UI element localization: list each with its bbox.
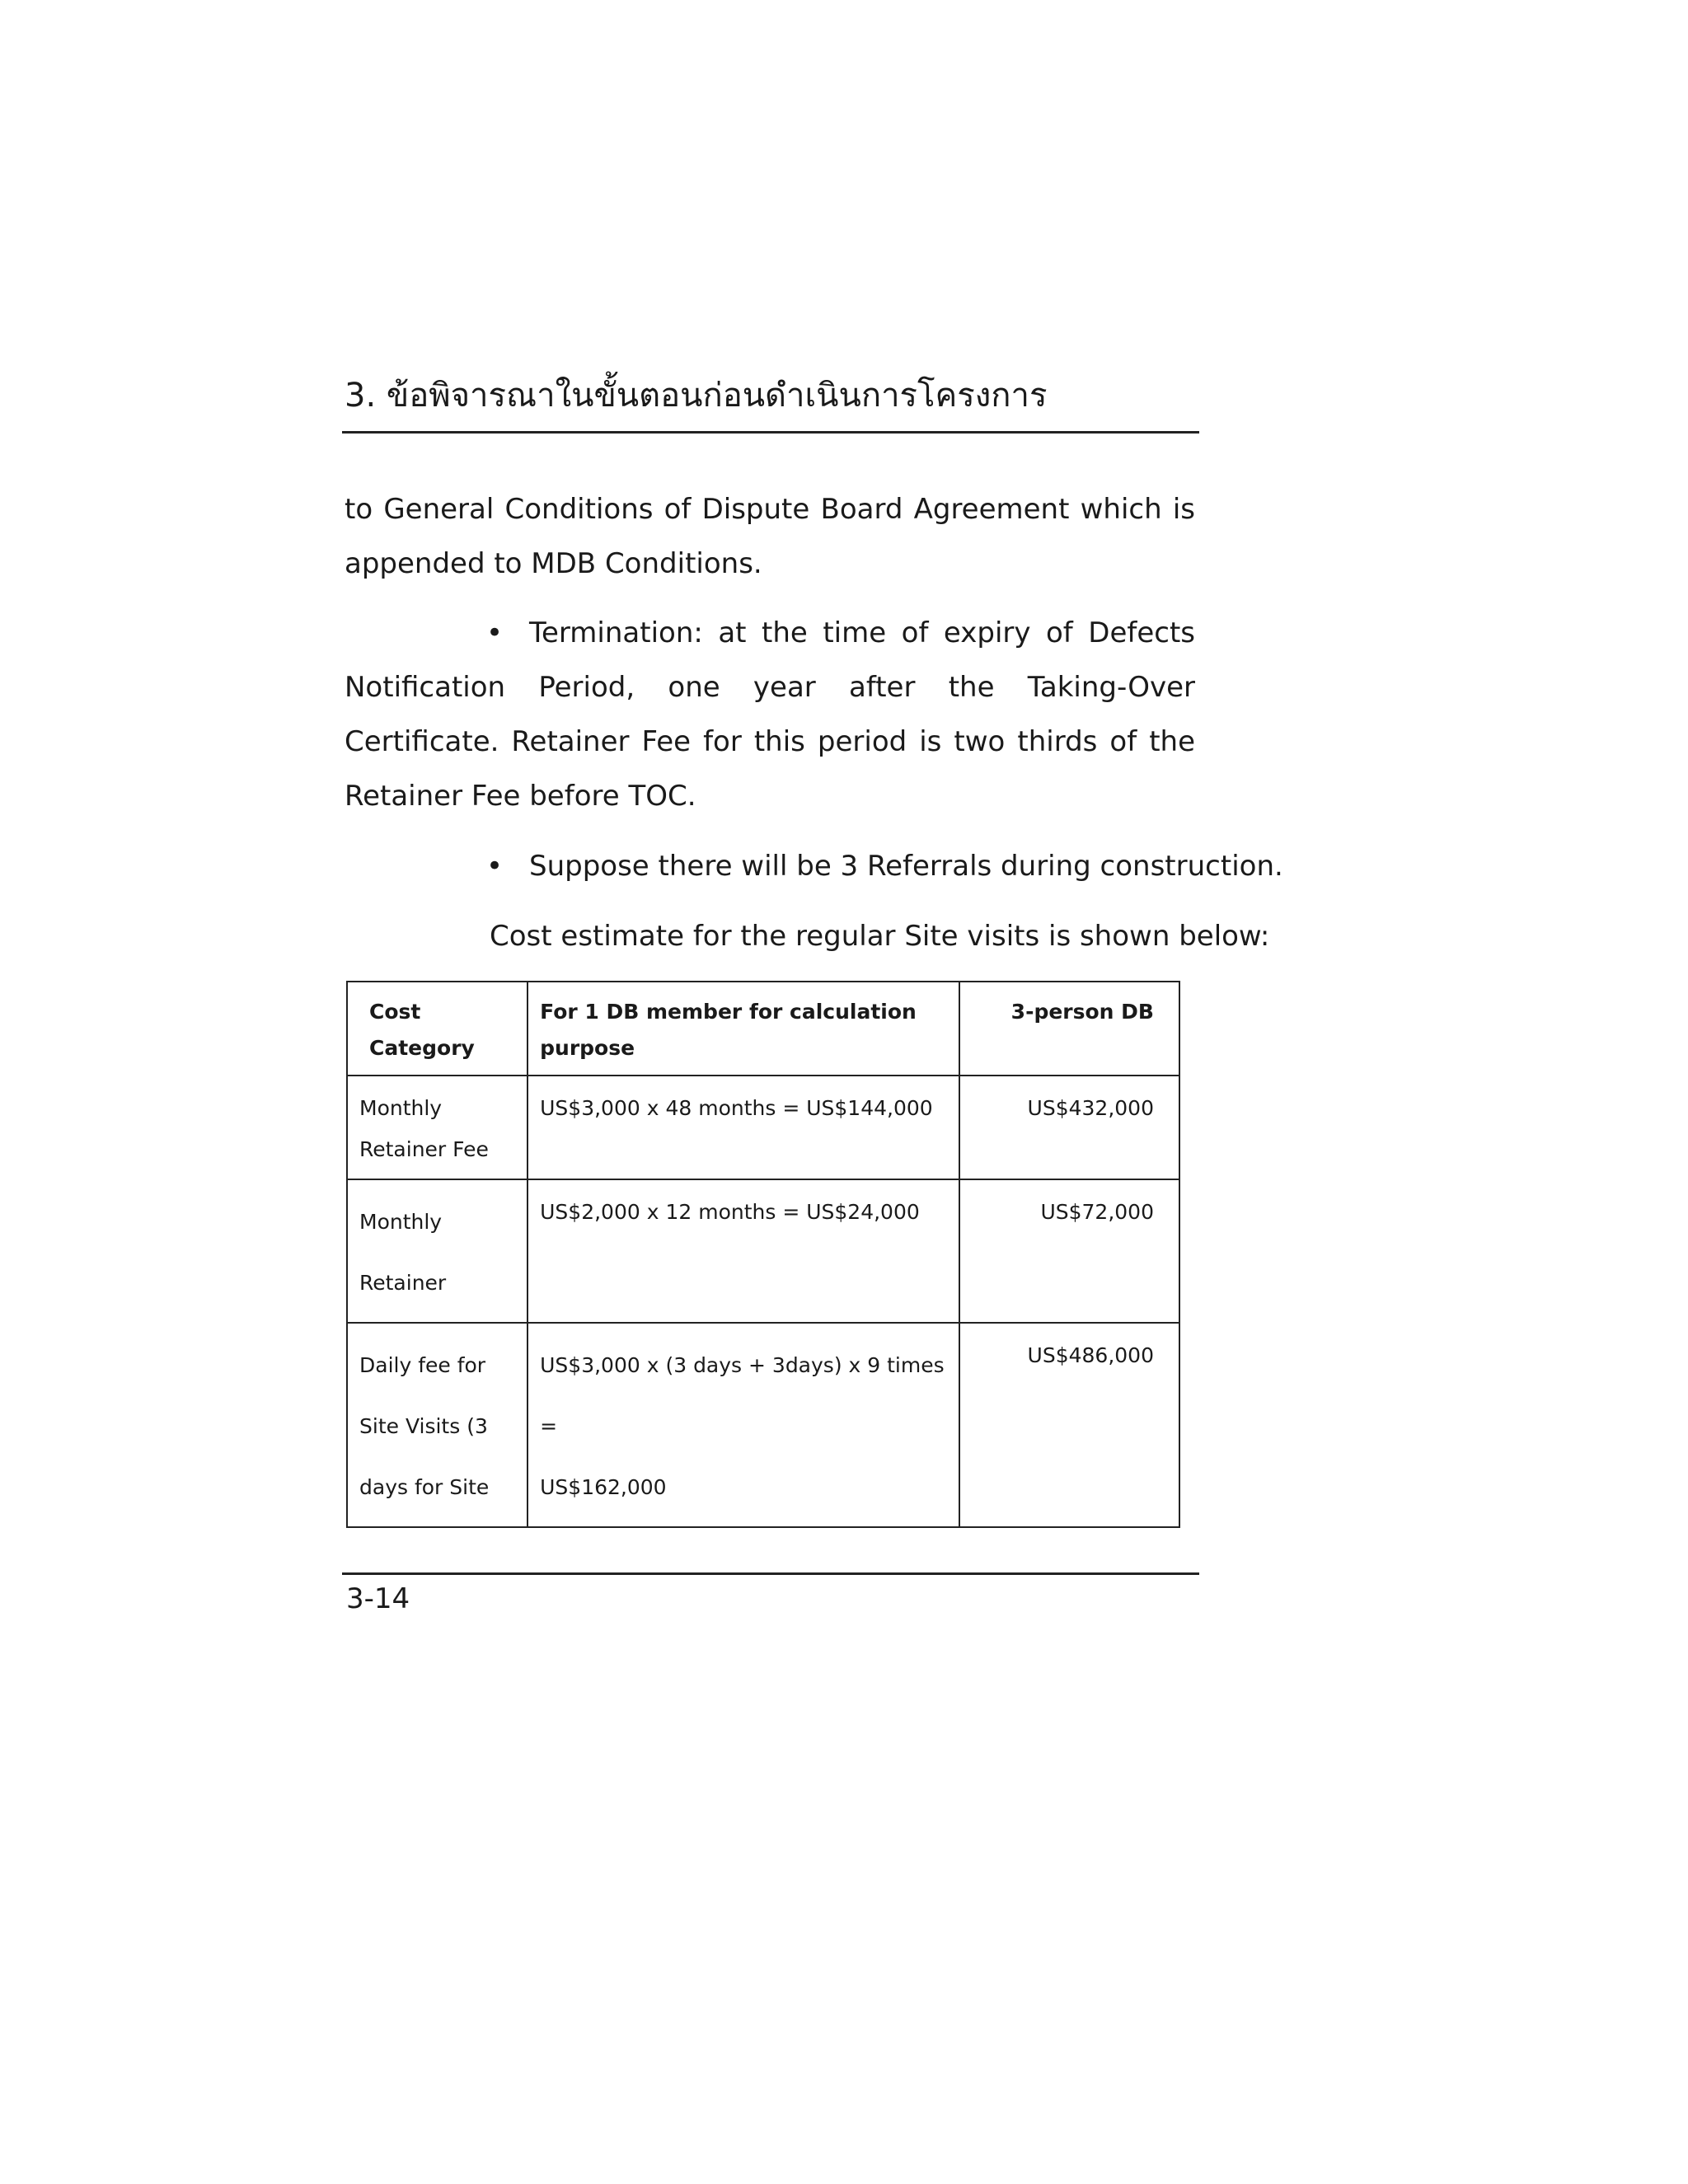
table-cell-total: US$432,000 xyxy=(959,1076,1179,1179)
bullet-icon: • xyxy=(486,616,504,649)
bullet-referrals xyxy=(345,839,1283,893)
footer-rule xyxy=(342,1572,1199,1575)
bullet-lead-text: Termination: at the time of expiry of Defects xyxy=(529,616,1195,649)
table-cell-total: US$486,000 xyxy=(959,1323,1179,1527)
page-number: 3-14 xyxy=(346,1582,410,1615)
table-cell-calc: US$2,000 x 12 months = US$24,000 xyxy=(528,1179,959,1323)
paragraph-line: to General Conditions of Dispute Board Agreement which is xyxy=(345,493,1195,526)
paragraph-continuation xyxy=(345,482,1195,591)
bullet-termination xyxy=(345,606,1195,823)
table-cell-category: Daily fee for Site Visits (3 days for Site xyxy=(347,1323,528,1527)
paragraph-line: appended to MDB Conditions. xyxy=(345,547,762,580)
table-header-cell: Cost Category xyxy=(347,982,528,1076)
header-rule xyxy=(342,431,1199,434)
table-row xyxy=(347,1179,1179,1323)
table-header-cell: For 1 DB member for calculation purpose xyxy=(528,982,959,1076)
table-cell-total: US$72,000 xyxy=(959,1179,1179,1323)
table-cell-category: Monthly Retainer xyxy=(347,1179,528,1323)
table-cell-calc: US$3,000 x 48 months = US$144,000 xyxy=(528,1076,959,1179)
table-header-cell: 3-person DB xyxy=(959,982,1179,1076)
table-cell-calc: US$3,000 x (3 days + 3days) x 9 times = US$162,000 xyxy=(528,1323,959,1527)
table-intro xyxy=(345,909,1270,963)
table-row xyxy=(347,1076,1179,1179)
table-header-row xyxy=(347,982,1179,1076)
bullet-text: Suppose there will be 3 Referrals during construction. xyxy=(529,850,1283,883)
page-header-title: 3. ข้อพิจารณาในขั้นตอนก่อนดำเนินการโครงการ xyxy=(345,377,1048,415)
cost-estimate-table xyxy=(346,981,1180,1528)
bullet-continuation-text: Notification Period, one year after the Taking-Over Certificate. Retainer Fee for this period is two thirds of the Retainer Fee before TOC. xyxy=(345,671,1195,813)
table-row xyxy=(347,1323,1179,1527)
table-cell-category: Monthly Retainer Fee xyxy=(347,1076,528,1179)
table-intro-text: Cost estimate for the regular Site visits is shown below: xyxy=(490,920,1270,953)
bullet-icon: • xyxy=(486,850,504,883)
